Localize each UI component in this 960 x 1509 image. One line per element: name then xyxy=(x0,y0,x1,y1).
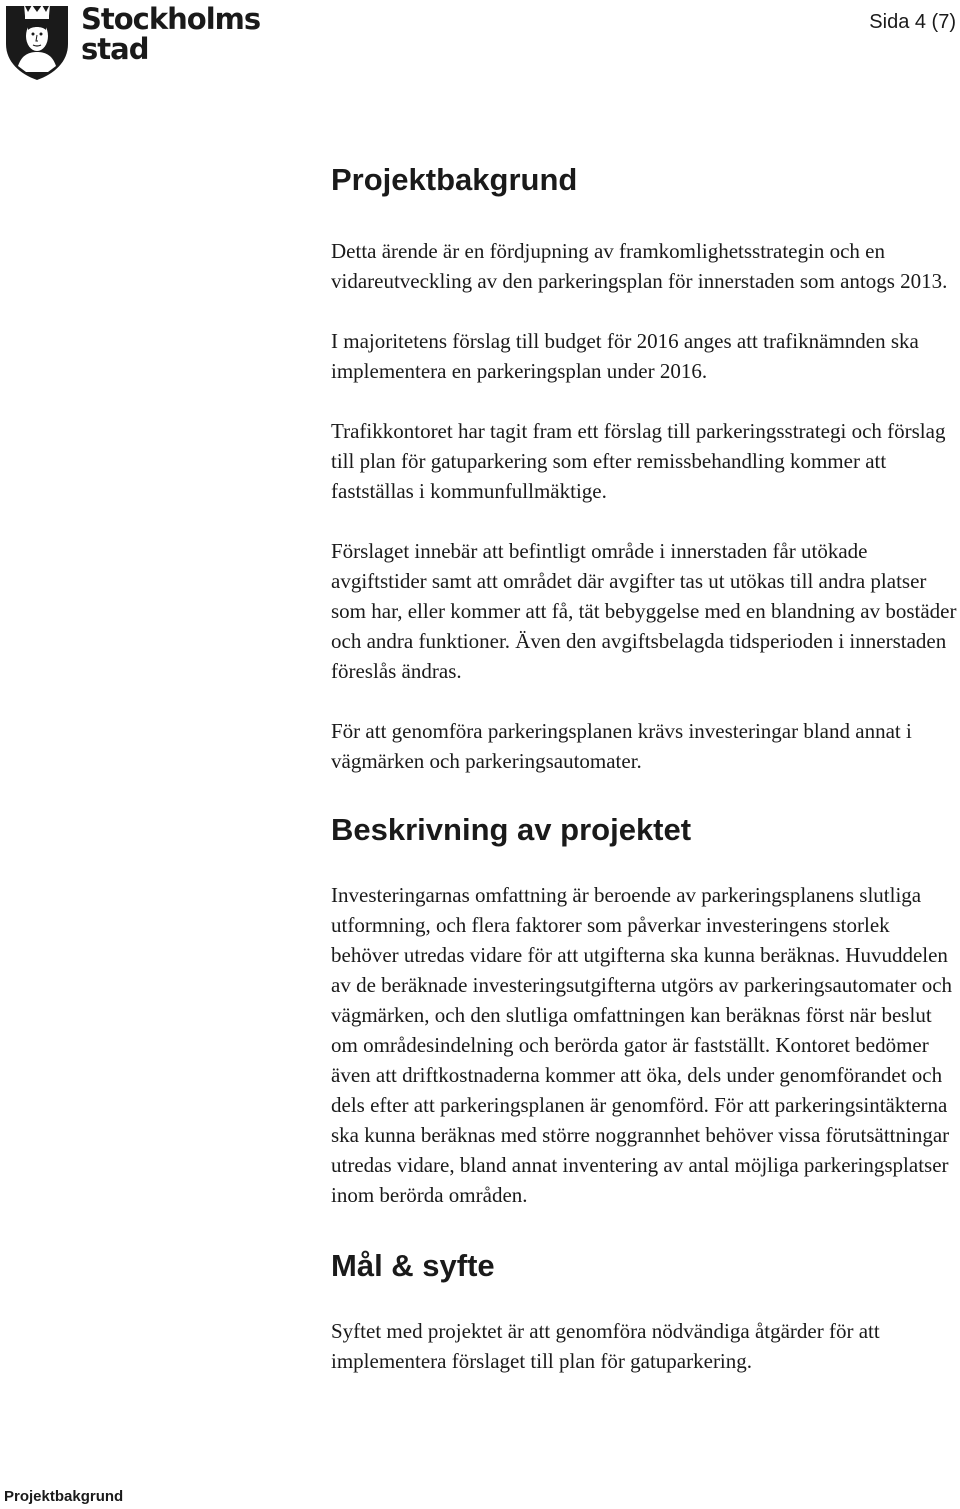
logo-wordmark xyxy=(81,4,260,64)
paragraph: Förslaget innebär att befintligt område i innerstaden får utökade avgiftstider samt att området där avgifter tas ut utökas till andra platser som har, eller kommer att få, tät bebyggelse med en blandning av bostäder och andra funktioner. Även den avgiftsbelagda tidsperioden i innerstaden föreslås ändras. xyxy=(331,539,957,683)
paragraph: I majoritetens förslag till budget för 2016 anges att trafiknämnden ska implementera en parkeringsplan under 2016. xyxy=(331,329,919,383)
document-body xyxy=(331,160,957,1376)
paragraph: Syftet med projektet är att genomföra nödvändiga åtgärder för att implementera förslaget till plan för gatuparkering. xyxy=(331,1319,880,1373)
page-header xyxy=(0,0,960,90)
paragraph: Trafikkontoret har tagit fram ett förslag till parkeringsstrategi och förslag till plan för gatuparkering som efter remissbehandling kommer att fastställas i kommunfullmäktige. xyxy=(331,419,946,503)
section-title-mal-syfte: Mål & syfte xyxy=(331,1248,495,1283)
coat-of-arms-icon xyxy=(4,0,74,82)
paragraph: Investeringarnas omfattning är beroende av parkeringsplanens slutliga utformning, och flera faktorer som påverkar investeringens storlek behöver utredas vidare för att utgifterna ska kunna beräknas. Huvuddelen av de beräknade investeringsutgifterna utgörs av parkeringsautomater och vägmärken, och den slutliga omfattningen kan beräknas först när beslut om områdesindelning och berörda gator är fastställt. Kontoret bedömer även att driftkostnaderna kommer att öka, dels under genomförandet och dels efter att parkeringsplanen är genomförd. För att parkeringsintäkterna ska kunna beräknas med större noggrannhet behöver vissa förutsättningar utredas vidare, bland annat inventering av antal möjliga parkeringsplatser inom berörda områden. xyxy=(331,883,953,1207)
paragraph: För att genomföra parkeringsplanen krävs investeringar bland annat i vägmärken och parkeringsautomater. xyxy=(331,719,912,773)
logo-line-1: Stockholms xyxy=(81,2,261,36)
page-footer: Projektbakgrund xyxy=(4,1488,124,1505)
logo-line-2: stad xyxy=(81,32,149,66)
page-number: Sida 4 (7) xyxy=(869,11,956,33)
paragraph: Detta ärende är en fördjupning av framkomlighetsstrategin och en vidareutveckling av den parkeringsplan för innerstaden som antogs 2013. xyxy=(331,239,948,293)
stockholms-stad-logo xyxy=(4,0,261,82)
section-title-projektbakgrund: Projektbakgrund xyxy=(331,162,578,197)
section-title-beskrivning: Beskrivning av projektet xyxy=(331,812,692,847)
